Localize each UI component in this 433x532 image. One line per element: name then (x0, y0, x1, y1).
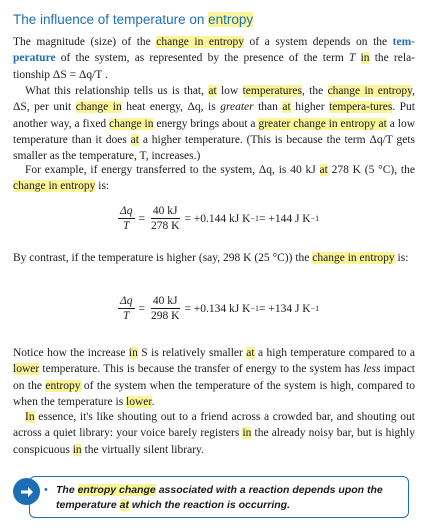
fraction (118, 204, 135, 233)
text-run: For example, if energy transferred to the system, Δq, is 40 kJ (25, 164, 320, 176)
equation-2: $\frac{\Delta q}{T}$ = $\frac{40 kJ}{298 K}$ = +0.134 kJ K −1 = +134 J K −1 (120, 295, 320, 322)
text-run: the virtually silent library. (81, 443, 204, 456)
text-run: . Put another way, a fixed (13, 101, 415, 130)
result: = +134 J K (258, 302, 311, 315)
denominator: T (123, 220, 130, 232)
highlight: change in (75, 101, 122, 114)
text-run: 278 K (5 °C), the (327, 164, 415, 176)
bullet: • (44, 484, 48, 496)
arrow-right-icon (19, 484, 35, 500)
exponent: −1 (250, 214, 259, 223)
text-run: low (216, 85, 243, 97)
highlight: In (25, 411, 35, 423)
text-run: heat energy, Δq, is (121, 101, 221, 114)
highlight: change in (109, 117, 154, 130)
result: = +0.134 kJ K (184, 302, 251, 315)
highlight: lower (13, 363, 40, 376)
text-run: than (253, 101, 283, 114)
text-run: is: (394, 252, 409, 264)
fraction (118, 294, 135, 323)
numerator: 40 kJ (152, 205, 178, 217)
numerator: Δq (120, 205, 133, 217)
paragraph-3 (13, 162, 415, 195)
paragraph-6 (13, 409, 415, 458)
section-heading (13, 12, 253, 27)
highlight: at (208, 85, 217, 97)
denominator: 278 K (151, 220, 180, 232)
text-run: essence, it's like shouting out to a friend across a crowded bar, and shouting out across a quiet library: your voice barely registers (13, 411, 415, 440)
text-run: a low temperature than it does (13, 117, 415, 146)
highlight: tempera-tures (329, 101, 393, 114)
highlight: change in entropy (327, 85, 413, 97)
highlight: entropy change (77, 484, 156, 496)
exponent: −1 (310, 304, 320, 313)
text-run: higher (290, 101, 330, 114)
emphasis-term: tem-perature (13, 36, 415, 65)
highlight: at (246, 347, 255, 359)
variable: T (349, 52, 356, 65)
text-run (355, 52, 360, 64)
text-run: The (56, 484, 78, 496)
highlight: at (130, 133, 139, 146)
highlight: entropy (45, 379, 81, 392)
text-run: By contrast, if the temperature is higher (say, 298 K (25 °C)) the (13, 252, 313, 264)
key-point-text (56, 483, 401, 513)
text-run: of the system when the temperature of the system is high, compared to when the temperature is (13, 379, 415, 408)
text-run: the rela-tionship ΔS = Δq/T . (13, 52, 415, 81)
heading-text: The influence of temperature on (13, 12, 209, 27)
numerator: Δq (120, 295, 133, 307)
exponent: −1 (250, 304, 259, 313)
highlight: in (128, 347, 138, 359)
text-run: Notice how the increase (13, 347, 129, 359)
paragraph-1 (13, 34, 415, 83)
highlight: at (319, 164, 328, 176)
highlight: at (282, 101, 291, 114)
text-run: temperature. This is because the transfer of energy to the system has (39, 363, 364, 376)
result: = +0.144 kJ K (184, 212, 251, 225)
text-run: S is relatively smaller (137, 347, 247, 359)
text-run: The magnitude (size) of the (13, 36, 157, 48)
text-run: of the system, as represented by the presence of the term (55, 52, 350, 65)
text-run: the already noisy bar, but is highly conspicuous (13, 427, 415, 456)
heading-highlight: entropy (208, 12, 254, 27)
denominator: 298 K (151, 310, 180, 322)
text-run: a higher temperature. (This is because the term Δq/T gets smaller as the temperature, T, increases.) (13, 133, 415, 163)
result: = +144 J K (258, 212, 311, 225)
text-run: associated with a reaction depends upon the temperature (56, 484, 383, 511)
exponent: −1 (310, 214, 320, 223)
equation-1: $\frac{\Delta q}{T}$ = $\frac{40 kJ}{278 K}$ = +0.144 kJ K −1 = +144 J K −1 (120, 205, 320, 232)
arrow-right-circle-icon (13, 478, 40, 505)
emphasis: less (363, 363, 381, 376)
highlight: greater change in entropy at (258, 117, 387, 130)
denominator: T (123, 310, 130, 322)
text-run: , the (301, 85, 328, 97)
numerator: 40 kJ (152, 295, 178, 307)
key-point-box (29, 476, 409, 518)
fraction (149, 294, 181, 323)
fraction (149, 204, 181, 233)
paragraph-2 (13, 83, 415, 164)
text-run: impact on the (13, 363, 415, 392)
highlight: lower (126, 395, 152, 408)
highlight: in (360, 52, 370, 65)
highlight: change in entropy (13, 180, 96, 193)
emphasis: greater (220, 101, 254, 114)
highlight: change in entropy (312, 252, 395, 264)
text-run: of a system depends on the (244, 36, 393, 48)
text-run: What this relationship tells us is that, (25, 85, 209, 97)
paragraph-4 (13, 250, 415, 266)
highlight: in (242, 427, 252, 440)
text-run: . (151, 395, 155, 408)
text-run: a high temperature compared to a (254, 347, 415, 359)
highlight: temperatures (242, 85, 302, 97)
text-run: is: (95, 180, 110, 193)
highlight: at (119, 499, 129, 511)
text-run: energy brings about a (153, 117, 259, 130)
highlight: change in entropy (156, 36, 245, 48)
text-run: which the reaction is occurring. (128, 499, 290, 511)
text-run: , ΔS, per unit (13, 85, 415, 114)
highlight: in (72, 443, 82, 456)
paragraph-5 (13, 345, 415, 410)
